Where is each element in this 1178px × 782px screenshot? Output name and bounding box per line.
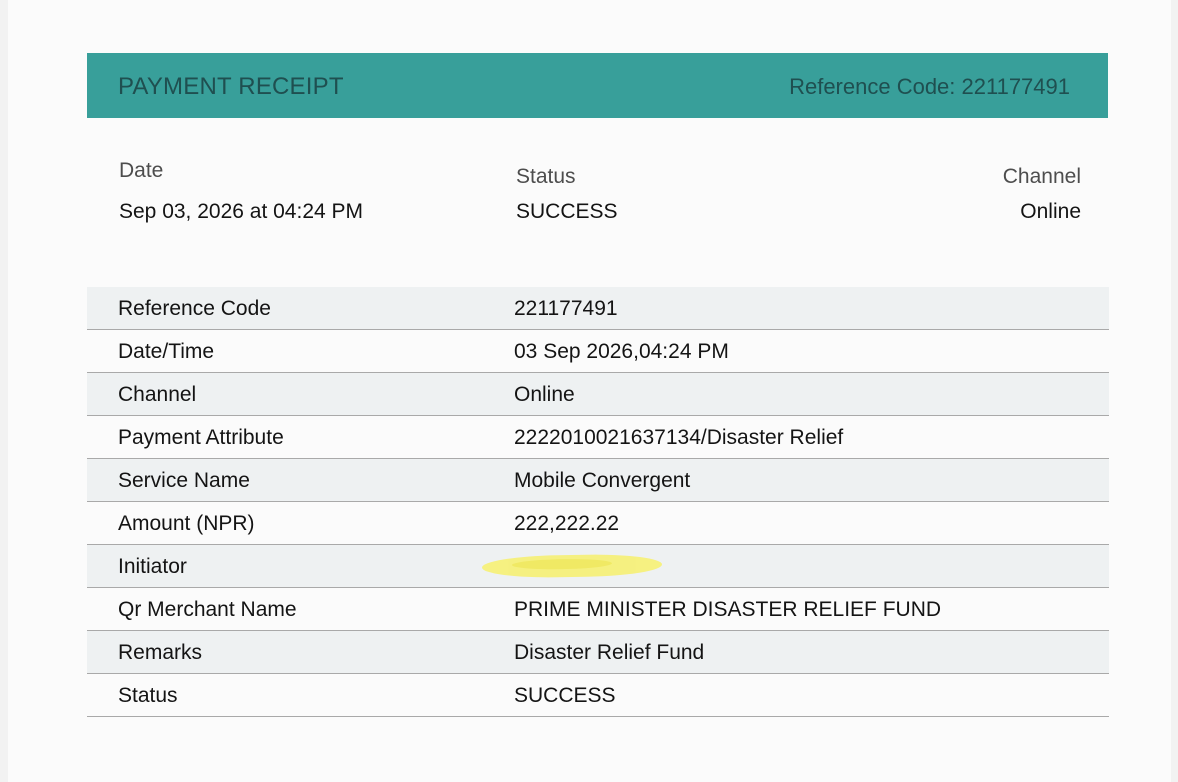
table-row: [87, 631, 1109, 674]
row-value: PRIME MINISTER DISASTER RELIEF FUND: [514, 598, 942, 621]
summary-channel-label: Channel: [1002, 165, 1081, 188]
row-label: Qr Merchant Name: [118, 598, 297, 621]
redaction-highlight: [482, 553, 662, 578]
row-value: Online: [514, 383, 575, 406]
row-value: 2222010021637134/Disaster Relief: [514, 426, 844, 449]
table-row: [87, 588, 1109, 631]
table-row: [87, 502, 1109, 545]
row-value: 03 Sep 2026,04:24 PM: [514, 340, 729, 363]
table-row: [87, 545, 1109, 588]
summary-channel-value: Online: [1020, 200, 1081, 223]
row-value: 221177491: [514, 297, 618, 320]
summary-status-value: SUCCESS: [516, 200, 618, 223]
row-label: Amount (NPR): [118, 512, 255, 535]
table-row: [87, 674, 1109, 717]
summary-status-label: Status: [516, 165, 576, 188]
receipt-header: [87, 53, 1108, 118]
row-label: Channel: [118, 383, 197, 406]
table-row: [87, 330, 1109, 373]
row-value: Disaster Relief Fund: [514, 641, 705, 664]
row-value: Mobile Convergent: [514, 469, 691, 492]
table-row: [87, 416, 1109, 459]
details-table: [87, 287, 1109, 717]
summary-date-value: Sep 03, 2026 at 04:24 PM: [119, 200, 364, 223]
row-label: Initiator: [118, 555, 187, 578]
row-label: Date/Time: [118, 340, 215, 363]
table-row: [87, 287, 1109, 330]
row-label: Reference Code: [118, 297, 271, 320]
row-label: Service Name: [118, 469, 250, 492]
row-value: SUCCESS: [514, 684, 616, 707]
row-label: Payment Attribute: [118, 426, 284, 449]
table-row: [87, 459, 1109, 502]
row-label: Remarks: [118, 641, 203, 664]
summary-date-label: Date: [119, 159, 164, 182]
header-reference-code: Reference Code: 221177491: [789, 74, 1070, 99]
table-row: [87, 373, 1109, 416]
row-value: 222,222.22: [514, 512, 620, 535]
row-label: Status: [118, 684, 178, 707]
receipt-title: PAYMENT RECEIPT: [118, 73, 344, 100]
